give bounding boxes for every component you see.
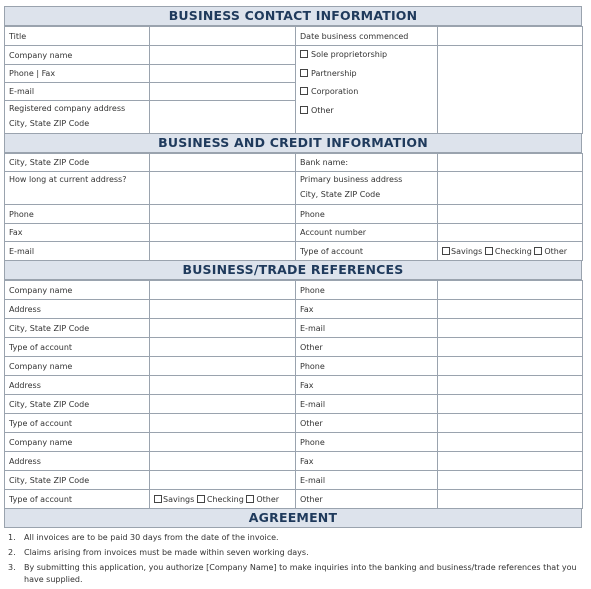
primary-address-label: Primary business address City, State ZIP Code (296, 172, 438, 205)
ref3-phone-field[interactable] (438, 433, 583, 452)
ref2-company-label: Company name (5, 357, 150, 376)
ref2-phone-label: Phone (296, 357, 438, 376)
ref-account-option-savings[interactable]: Savings (154, 495, 194, 504)
ref2-city-field[interactable] (150, 395, 296, 414)
checkbox-icon[interactable] (442, 247, 450, 255)
email-field[interactable] (150, 83, 296, 101)
ref3-address-label: Address (5, 452, 150, 471)
business-credit-header: BUSINESS AND CREDIT INFORMATION (4, 134, 582, 153)
agreement-list (4, 532, 582, 586)
agreement-header: AGREEMENT (4, 509, 582, 528)
ref3-company-label: Company name (5, 433, 150, 452)
phone-fax-field[interactable] (150, 65, 296, 83)
email-label: E-mail (5, 83, 150, 101)
account-type-options (438, 242, 583, 261)
how-long-field[interactable] (150, 172, 296, 205)
ref3-type-label: Type of account (5, 490, 150, 509)
bank-phone-field[interactable] (438, 205, 583, 224)
ref2-address-label: Address (5, 376, 150, 395)
account-option-other[interactable]: Other (534, 247, 567, 256)
ref-account-option-other[interactable]: Other (246, 495, 279, 504)
ref2-fax-field[interactable] (438, 376, 583, 395)
ref3-fax-field[interactable] (438, 452, 583, 471)
checkbox-icon[interactable] (300, 50, 308, 58)
entity-option-sole[interactable]: Sole proprietorship (300, 46, 437, 65)
ref1-phone-field[interactable] (438, 281, 583, 300)
credit-email-field[interactable] (150, 242, 296, 261)
credit-phone-label: Phone (5, 205, 150, 224)
credit-fax-label: Fax (5, 224, 150, 242)
references-table (4, 280, 583, 509)
agreement-item: 2. Claims arising from invoices must be made within seven working days. (8, 548, 309, 557)
ref3-email-label: E-mail (296, 471, 438, 490)
ref1-phone-label: Phone (296, 281, 438, 300)
ref1-type-field[interactable] (150, 338, 296, 357)
ref2-address-field[interactable] (150, 376, 296, 395)
ref-account-option-checking[interactable]: Checking (197, 495, 244, 504)
checkbox-icon[interactable] (534, 247, 542, 255)
ref2-other-label: Other (296, 414, 438, 433)
ref3-city-field[interactable] (150, 471, 296, 490)
ref2-phone-field[interactable] (438, 357, 583, 376)
phone-fax-label: Phone | Fax (5, 65, 150, 83)
ref1-company-label: Company name (5, 281, 150, 300)
account-option-checking[interactable]: Checking (485, 247, 532, 256)
ref2-fax-label: Fax (296, 376, 438, 395)
type-of-account-label: Type of account (296, 242, 438, 261)
registered-address-field[interactable] (150, 101, 296, 134)
checkbox-icon[interactable] (300, 69, 308, 77)
account-number-label: Account number (296, 224, 438, 242)
credit-email-label: E-mail (5, 242, 150, 261)
ref3-city-label: City, State ZIP Code (5, 471, 150, 490)
ref2-company-field[interactable] (150, 357, 296, 376)
ref1-address-field[interactable] (150, 300, 296, 319)
registered-address-label: Registered company address City, State ZIP Code (5, 101, 150, 134)
date-commenced-label: Date business commenced (296, 27, 438, 46)
bank-phone-label: Phone (296, 205, 438, 224)
credit-application-form (4, 6, 582, 589)
primary-address-field[interactable] (438, 172, 583, 205)
entity-type-field[interactable] (438, 46, 583, 134)
checkbox-icon[interactable] (154, 495, 162, 503)
ref1-city-field[interactable] (150, 319, 296, 338)
business-credit-table (4, 153, 583, 261)
ref1-other-field[interactable] (438, 338, 583, 357)
ref2-email-label: E-mail (296, 395, 438, 414)
ref1-city-label: City, State ZIP Code (5, 319, 150, 338)
ref3-fax-label: Fax (296, 452, 438, 471)
ref2-email-field[interactable] (438, 395, 583, 414)
entity-type-options (296, 46, 438, 134)
entity-option-partnership[interactable]: Partnership (300, 65, 437, 84)
ref1-company-field[interactable] (150, 281, 296, 300)
credit-phone-field[interactable] (150, 205, 296, 224)
ref3-email-field[interactable] (438, 471, 583, 490)
agreement-item: 3. By submitting this application, you authorize [Company Name] to make inquiries into the banking and business/trade references that you have supplied. (8, 563, 577, 584)
bank-name-label: Bank name: (296, 154, 438, 172)
checkbox-icon[interactable] (300, 87, 308, 95)
account-option-savings[interactable]: Savings (442, 247, 482, 256)
ref2-other-field[interactable] (438, 414, 583, 433)
company-name-field[interactable] (150, 46, 296, 65)
bank-name-field[interactable] (438, 154, 583, 172)
entity-option-other[interactable]: Other (300, 102, 437, 121)
agreement-item: 1. All invoices are to be paid 30 days from the date of the invoice. (8, 533, 279, 542)
ref3-address-field[interactable] (150, 452, 296, 471)
ref1-other-label: Other (296, 338, 438, 357)
ref1-email-field[interactable] (438, 319, 583, 338)
business-contact-table (4, 26, 583, 134)
ref2-type-field[interactable] (150, 414, 296, 433)
ref2-city-label: City, State ZIP Code (5, 395, 150, 414)
ref3-phone-label: Phone (296, 433, 438, 452)
how-long-label: How long at current address? (5, 172, 150, 205)
ref3-account-type-options (150, 490, 296, 509)
date-commenced-field[interactable] (438, 27, 583, 46)
ref1-email-label: E-mail (296, 319, 438, 338)
business-contact-header: BUSINESS CONTACT INFORMATION (4, 6, 582, 26)
ref3-other-label: Other (296, 490, 438, 509)
title-field[interactable] (150, 27, 296, 46)
references-header: BUSINESS/TRADE REFERENCES (4, 261, 582, 280)
ref1-fax-label: Fax (296, 300, 438, 319)
ref1-fax-field[interactable] (438, 300, 583, 319)
checkbox-icon[interactable] (197, 495, 205, 503)
ref3-company-field[interactable] (150, 433, 296, 452)
checkbox-icon[interactable] (246, 495, 254, 503)
credit-city-label: City, State ZIP Code (5, 154, 150, 172)
account-number-field[interactable] (438, 224, 583, 242)
ref1-type-label: Type of account (5, 338, 150, 357)
checkbox-icon[interactable] (485, 247, 493, 255)
credit-fax-field[interactable] (150, 224, 296, 242)
credit-city-field[interactable] (150, 154, 296, 172)
title-label: Title (5, 27, 150, 46)
checkbox-icon[interactable] (300, 106, 308, 114)
ref3-other-field[interactable] (438, 490, 583, 509)
company-name-label: Company name (5, 46, 150, 65)
entity-option-corporation[interactable]: Corporation (300, 83, 437, 102)
ref1-address-label: Address (5, 300, 150, 319)
ref2-type-label: Type of account (5, 414, 150, 433)
